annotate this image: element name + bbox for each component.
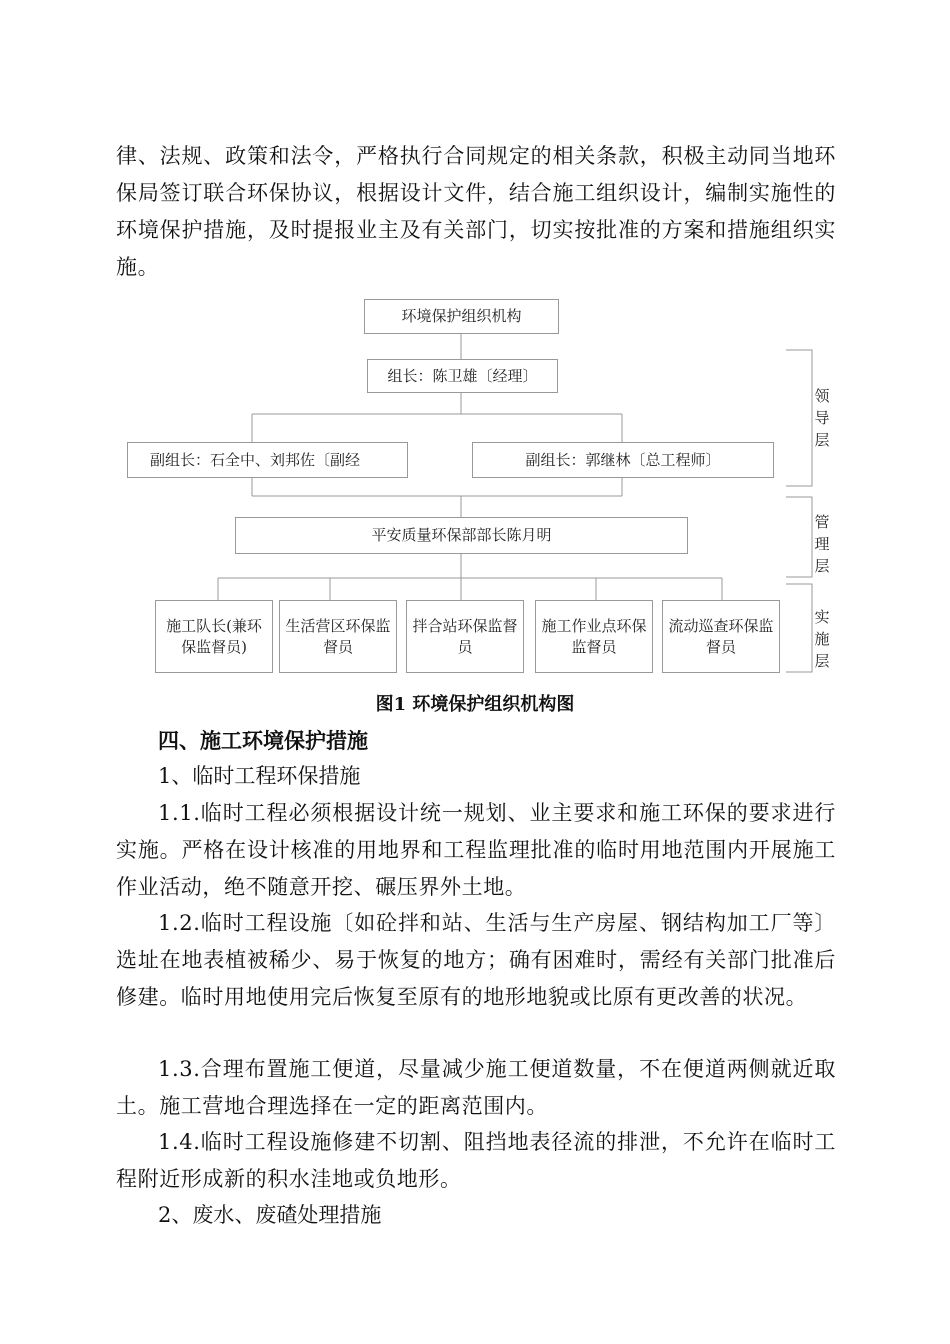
section-heading: 四、施工环境保护措施 [158, 728, 368, 753]
staff-box-mixing-station: 拌合站环保监督员 [406, 600, 524, 673]
intro-paragraph: 律、法规、政策和法令，严格执行合同规定的相关条款，积极主动同当地环保局签订联合环保协议，根据设计文件，结合施工组织设计，编制实施性的环境保护措施，及时提报业主及有关部门，切实按批准的方案和措施组织实施。 [116, 144, 836, 279]
item-1-1: 1.1.临时工程必须根据设计统一规划、业主要求和施工环保的要求进行实施。严格在设计核准的用地界和工程监理批准的临时用地范围内开展施工作业活动，绝不随意开挖、碾压界外土地。 [116, 801, 836, 899]
item-1-4: 1.4.临时工程设施修建不切割、阻挡地表径流的排泄，不允许在临时工程附近形成新的积水洼地或负地形。 [116, 1130, 836, 1191]
subsection-heading-1: 1、临时工程环保措施 [158, 764, 361, 788]
layer-label-management: 管理层 [814, 513, 830, 575]
figure-caption: 图1 环境保护组织机构图 [375, 694, 575, 715]
staff-box-work-site: 施工作业点环保监督员 [535, 600, 653, 673]
item-1-2: 1.2.临时工程设施〔如砼拌和站、生活与生产房屋、钢结构加工厂等〕选址在地表植被稀少、易于恢复的地方；确有困难时，需经有关部门批准后修建。临时用地使用完后恢复至原有的地形地貌或比原有更改善的状况。 [116, 911, 836, 1009]
layer-label-leadership: 领导层 [814, 387, 830, 449]
staff-box-team-leader: 施工队长(兼环保监督员) [155, 600, 273, 673]
subsection-heading-2: 2、废水、废碴处理措施 [158, 1203, 382, 1227]
staff-box-living-camp: 生活营区环保监督员 [279, 600, 397, 673]
item-1-3: 1.3.合理布置施工便道，尽量减少施工便道数量，不在便道两侧就近取土。施工营地合理选择在一定的距离范围内。 [116, 1057, 836, 1118]
layer-label-implementation: 实施层 [814, 608, 830, 670]
deputy-right-box: 副组长：郭继林〔总工程师〕 [472, 442, 774, 478]
deputy-left-box: 副组长：石全中、刘邦佐〔副经 [127, 442, 408, 478]
leader-box: 组长：陈卫雄〔经理〕 [367, 359, 558, 393]
staff-box-patrol: 流动巡查环保监督员 [662, 600, 780, 673]
org-title-box: 环境保护组织机构 [364, 299, 559, 334]
manager-box: 平安质量环保部部长陈月明 [235, 517, 688, 554]
